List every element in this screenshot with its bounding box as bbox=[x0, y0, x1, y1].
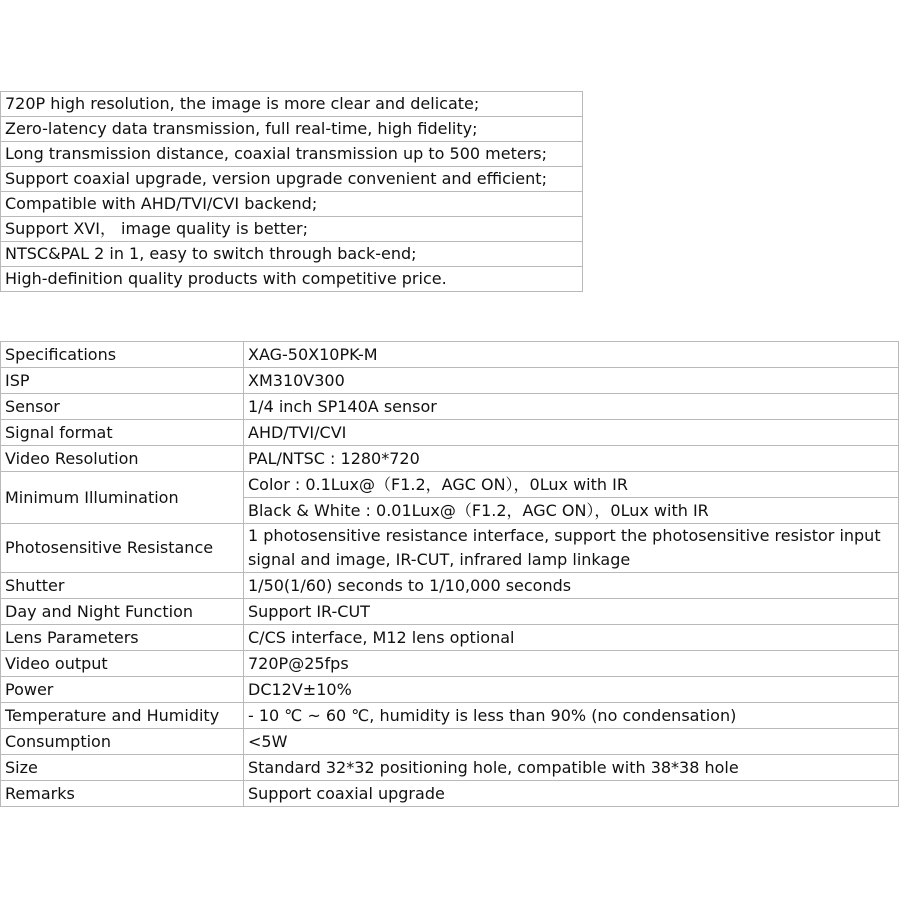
spec-value: 1/50(1/60) seconds to 1/10,000 seconds bbox=[244, 573, 899, 599]
spec-label: Specifications bbox=[1, 342, 244, 368]
spec-value: XM310V300 bbox=[244, 368, 899, 394]
feature-cell: 720P high resolution, the image is more clear and delicate; bbox=[1, 92, 583, 117]
features-table bbox=[0, 91, 583, 292]
spec-row-consumption bbox=[1, 729, 899, 755]
spec-label: Sensor bbox=[1, 394, 244, 420]
spec-label: Temperature and Humidity bbox=[1, 703, 244, 729]
spec-value: AHD/TVI/CVI bbox=[244, 420, 899, 446]
spec-value: <5W bbox=[244, 729, 899, 755]
spec-value: 1 photosensitive resistance interface, support the photosensitive resistor input signal and image, IR-CUT, infrared lamp linkage bbox=[244, 524, 899, 573]
spec-label: Minimum Illumination bbox=[1, 472, 244, 524]
spec-row-photosensitive bbox=[1, 524, 899, 573]
spec-value: Color : 0.1Lux@（F1.2，AGC ON），0Lux with IR bbox=[244, 472, 899, 498]
spec-row-signal-format bbox=[1, 420, 899, 446]
spec-label: Consumption bbox=[1, 729, 244, 755]
spec-label: ISP bbox=[1, 368, 244, 394]
table-row bbox=[1, 242, 583, 267]
spec-row-video-resolution bbox=[1, 446, 899, 472]
spec-row-temp-humidity bbox=[1, 703, 899, 729]
spec-value: Support IR-CUT bbox=[244, 599, 899, 625]
spec-value: PAL/NTSC : 1280*720 bbox=[244, 446, 899, 472]
spec-label: Day and Night Function bbox=[1, 599, 244, 625]
spec-value: - 10 ℃ ~ 60 ℃, humidity is less than 90% (no condensation) bbox=[244, 703, 899, 729]
feature-cell: Zero-latency data transmission, full real-time, high fidelity; bbox=[1, 117, 583, 142]
spec-row-day-night bbox=[1, 599, 899, 625]
spec-label: Signal format bbox=[1, 420, 244, 446]
spec-row-specifications bbox=[1, 342, 899, 368]
spec-value: XAG-50X10PK-M bbox=[244, 342, 899, 368]
feature-cell: Support XVI， image quality is better; bbox=[1, 217, 583, 242]
table-row bbox=[1, 217, 583, 242]
spec-label: Photosensitive Resistance bbox=[1, 524, 244, 573]
spec-label: Size bbox=[1, 755, 244, 781]
table-row bbox=[1, 267, 583, 292]
feature-cell: Support coaxial upgrade, version upgrade convenient and efficient; bbox=[1, 167, 583, 192]
spec-row-shutter bbox=[1, 573, 899, 599]
table-row bbox=[1, 192, 583, 217]
table-row bbox=[1, 142, 583, 167]
spec-row-lens bbox=[1, 625, 899, 651]
spec-row-video-output bbox=[1, 651, 899, 677]
spec-row-sensor bbox=[1, 394, 899, 420]
table-row bbox=[1, 117, 583, 142]
spec-row-min-illumination-color bbox=[1, 472, 899, 498]
spec-row-remarks bbox=[1, 781, 899, 807]
spec-value: 720P@25fps bbox=[244, 651, 899, 677]
spec-value: DC12V±10% bbox=[244, 677, 899, 703]
spec-row-isp bbox=[1, 368, 899, 394]
spec-value: Black & White : 0.01Lux@（F1.2，AGC ON），0Lux with IR bbox=[244, 498, 899, 524]
table-row bbox=[1, 167, 583, 192]
feature-cell: Compatible with AHD/TVI/CVI backend; bbox=[1, 192, 583, 217]
spec-label: Remarks bbox=[1, 781, 244, 807]
spec-value: Standard 32*32 positioning hole, compatible with 38*38 hole bbox=[244, 755, 899, 781]
spec-value: 1/4 inch SP140A sensor bbox=[244, 394, 899, 420]
spec-label: Lens Parameters bbox=[1, 625, 244, 651]
specs-table bbox=[0, 341, 899, 807]
feature-cell: NTSC&PAL 2 in 1, easy to switch through back-end; bbox=[1, 242, 583, 267]
spec-label: Shutter bbox=[1, 573, 244, 599]
spec-value: C/CS interface, M12 lens optional bbox=[244, 625, 899, 651]
feature-cell: Long transmission distance, coaxial transmission up to 500 meters; bbox=[1, 142, 583, 167]
spec-label: Video Resolution bbox=[1, 446, 244, 472]
table-row bbox=[1, 92, 583, 117]
spec-label: Video output bbox=[1, 651, 244, 677]
spec-value: Support coaxial upgrade bbox=[244, 781, 899, 807]
feature-cell: High-definition quality products with competitive price. bbox=[1, 267, 583, 292]
spec-row-power bbox=[1, 677, 899, 703]
spec-row-size bbox=[1, 755, 899, 781]
spec-label: Power bbox=[1, 677, 244, 703]
